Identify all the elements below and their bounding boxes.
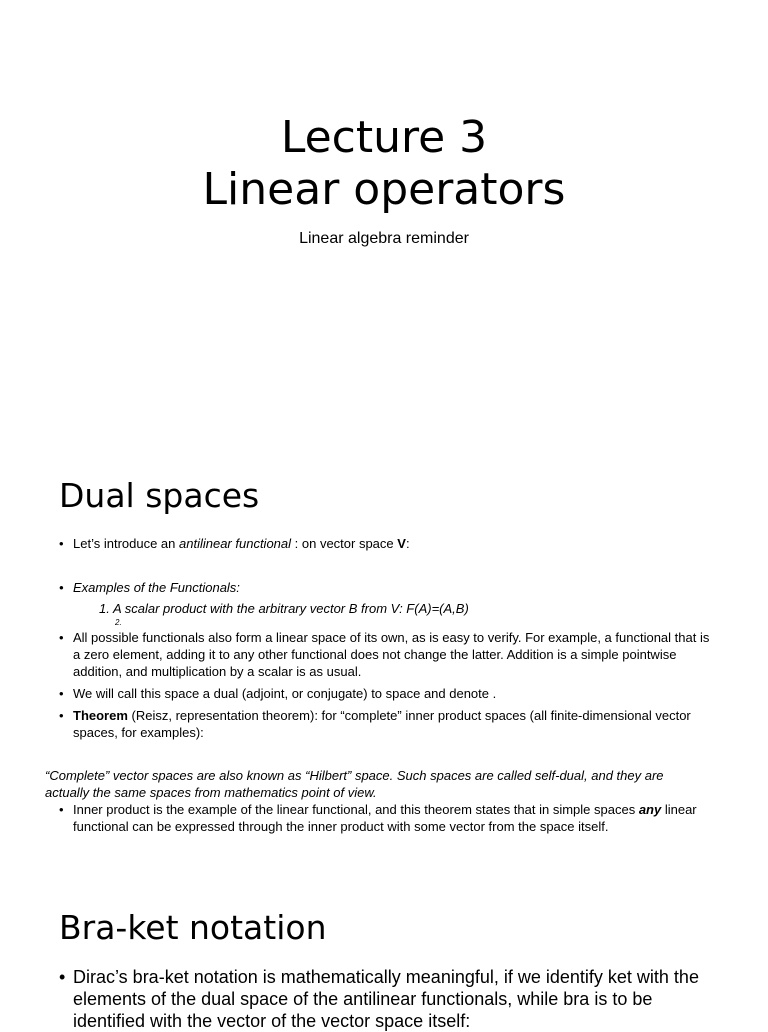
hilbert-note: “Complete” vector spaces are also known as “Hilbert” space. Such spaces are called self-dual, and they are actually the same spaces from mathematics point of view.	[45, 768, 664, 800]
bullet-theorem	[59, 707, 712, 741]
dual-spaces-heading: Dual spaces	[59, 476, 260, 515]
bullet-dual-space: • We will call this space a dual (adjoint, or conjugate) to space and denote .	[59, 685, 712, 702]
text-bold: Theorem	[73, 708, 128, 723]
title-slide	[0, 0, 768, 440]
bullet-antilinear	[59, 535, 712, 552]
dual-spaces-slide	[0, 440, 768, 870]
text-italic: antilinear functional	[179, 536, 292, 551]
slide-title	[0, 112, 768, 216]
text: linear functional can be expressed through the inner product with some vector from the space itself.	[73, 802, 697, 834]
title-line-2: Linear operators	[202, 164, 566, 215]
text: Inner product is the example of the linear functional, and this theorem states that in simple spaces	[73, 802, 639, 817]
example-1: 1. A scalar product with the arbitrary vector B from V: F(A)=(A,B)	[99, 601, 469, 616]
slide-subtitle: Linear algebra reminder	[299, 230, 469, 247]
example-2: 2.	[115, 618, 122, 627]
bullet-functional-space: • All possible functionals also form a linear space of its own, as is easy to verify. For example, a functional that is a zero element, adding it to any other functional does not change the latter. Addition is a simple pointwise addition, and multiplication by a scalar is as usual.	[59, 629, 712, 680]
bullet-inner-product	[59, 801, 712, 835]
title-line-1: Lecture 3	[280, 112, 488, 163]
bullet-examples: • Examples of the Functionals:	[59, 579, 712, 596]
bra-ket-body	[59, 966, 718, 1032]
text: : on vector space	[291, 536, 398, 551]
text-bold: V	[397, 536, 406, 551]
text-bold-italic: any	[638, 802, 662, 817]
bra-ket-heading: Bra-ket notation	[59, 908, 327, 947]
bullet-dirac: • Dirac’s bra-ket notation is mathematically meaningful, if we identify ket with the elements of the dual space of the antilinear functionals, while bra is to be identified with the vector of the vector space itself:	[59, 966, 718, 1032]
text: :	[405, 536, 410, 551]
dual-spaces-body	[45, 535, 712, 835]
text: Let’s introduce an	[73, 536, 179, 551]
bra-ket-slide	[0, 870, 768, 1031]
text: (Reisz, representation theorem): for “complete” inner product spaces (all finite-dimensional vector spaces, for examples):	[73, 708, 691, 740]
